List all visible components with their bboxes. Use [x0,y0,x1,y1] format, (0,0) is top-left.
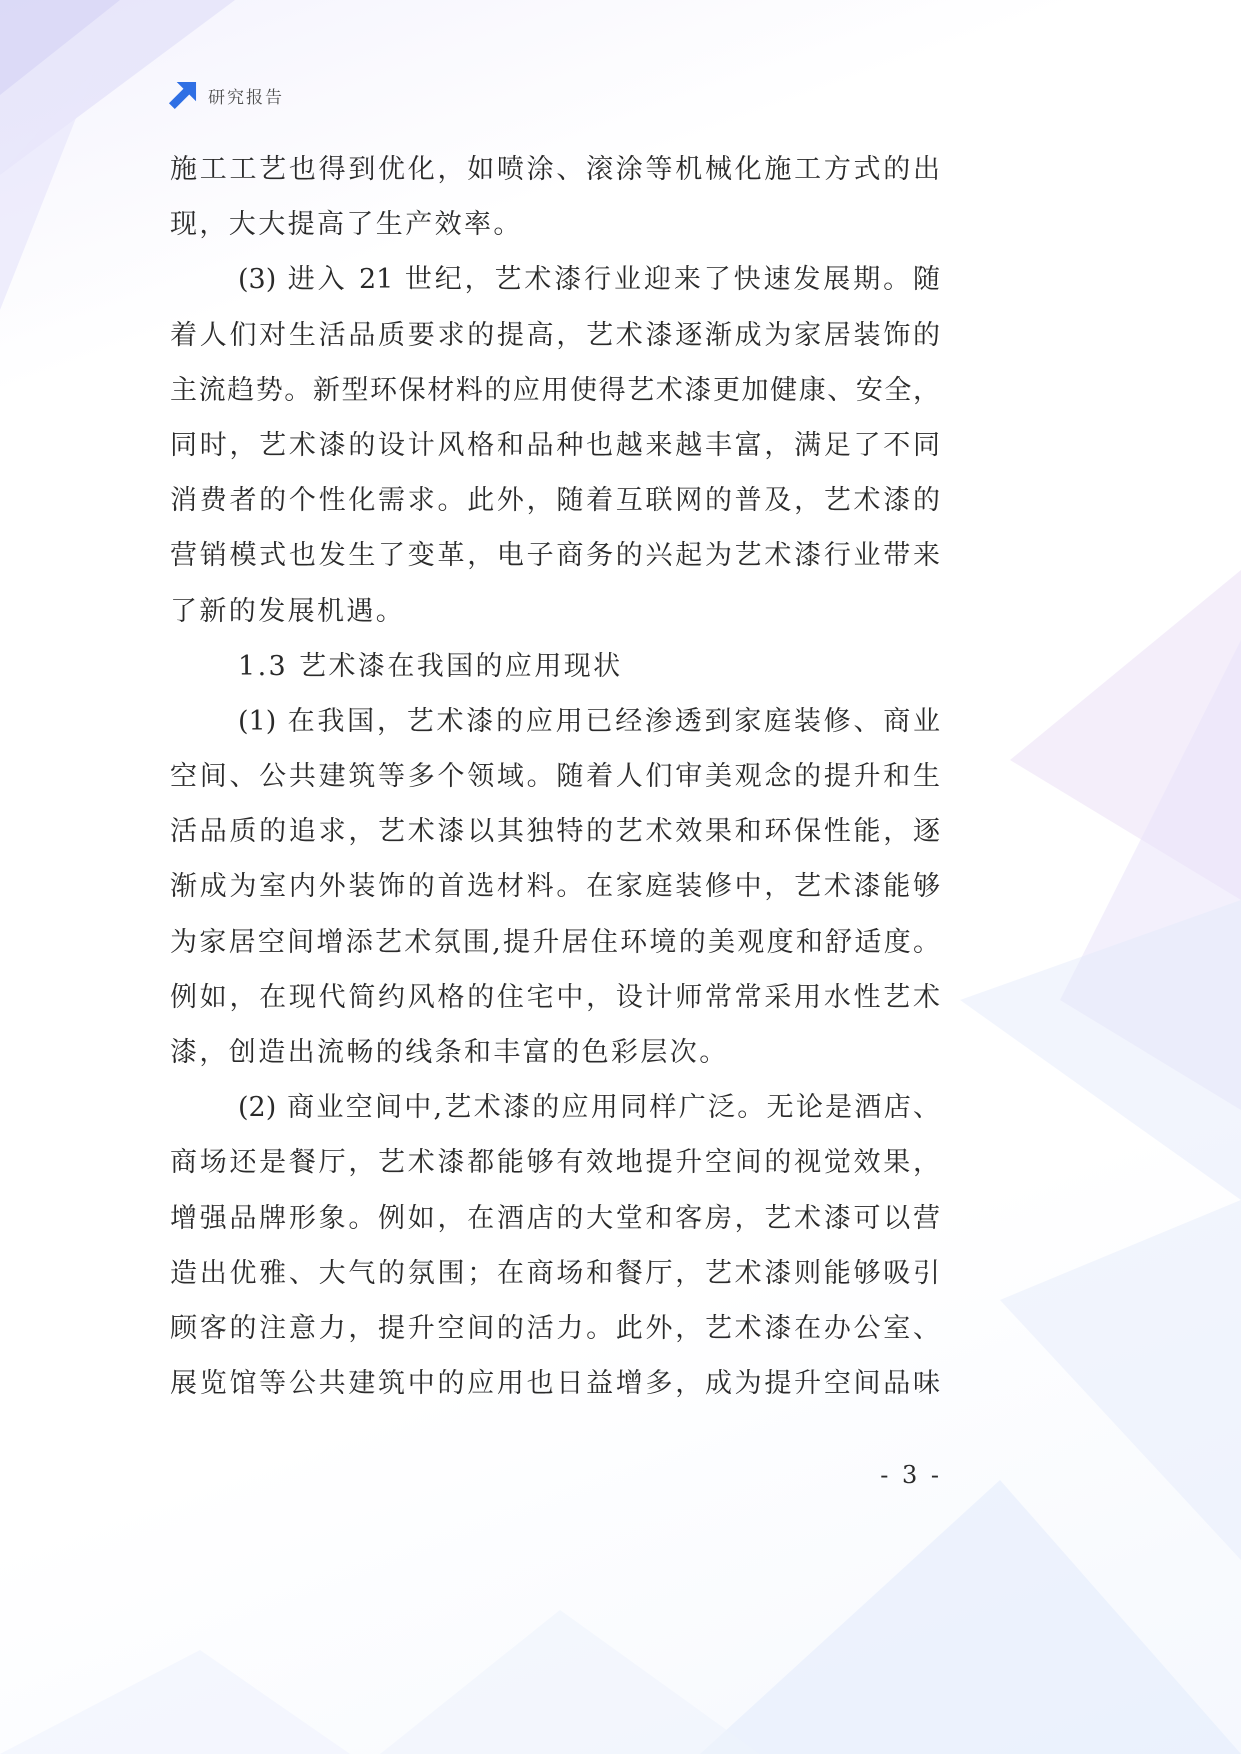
text-line: 现，大大提高了生产效率。 [170,209,523,241]
paragraph [170,252,940,638]
text-line: 着人们对生活品质要求的提高，艺术漆逐渐成为家居装饰的 [170,319,940,351]
text-line: (2) 商业空间中,艺术漆的应用同样广泛。无论是酒店、 [238,1092,940,1124]
text-line: 展览馆等公共建筑中的应用也日益增多，成为提升空间品味 [170,1368,940,1400]
text-line: (1) 在我国，艺术漆的应用已经渗透到家庭装修、商业 [238,705,940,737]
text-line: 渐成为室内外装饰的首选材料。在家庭装修中，艺术漆能够 [170,871,940,903]
section-heading: 1.3 艺术漆在我国的应用现状 [238,650,623,682]
document-body [170,142,940,1411]
text-line: 施工工艺也得到优化，如喷涂、滚涂等机械化施工方式的出 [170,154,940,185]
page-number: - 3 - [880,1461,942,1489]
text-line: 增强品牌形象。例如，在酒店的大堂和客房，艺术漆可以营 [170,1202,940,1234]
text-line: 例如，在现代简约风格的住宅中，设计师常常采用水性艺术 [170,981,940,1013]
text-line: 商场还是餐厅，艺术漆都能够有效地提升空间的视觉效果， [170,1147,940,1179]
text-line: 漆，创造出流畅的线条和丰富的色彩层次。 [170,1037,729,1068]
text-line: 为家居空间增添艺术氛围,提升居住环境的美观度和舒适度。 [170,926,940,958]
arrow-up-right-icon [168,81,197,110]
text-line: 顾客的注意力，提升空间的活力。此外，艺术漆在办公室、 [170,1312,940,1344]
paragraph [170,142,940,252]
text-line: 营销模式也发生了变革，电子商务的兴起为艺术漆行业带来 [170,540,940,572]
text-line: 主流趋势。新型环保材料的应用使得艺术漆更加健康、安全， [170,374,940,406]
paragraph [170,1080,940,1411]
text-line: (3) 进入 21 世纪，艺术漆行业迎来了快速发展期。随 [238,264,940,296]
header-title: 研究报告 [208,87,284,108]
text-line: 空间、公共建筑等多个领域。随着人们审美观念的提升和生 [170,761,940,793]
text-line: 了新的发展机遇。 [170,595,406,627]
text-line: 活品质的追求，艺术漆以其独特的艺术效果和环保性能，逐 [170,816,940,848]
paragraph [170,694,940,1080]
text-line: 同时，艺术漆的设计风格和品种也越来越丰富，满足了不同 [170,429,940,461]
text-line: 造出优雅、大气的氛围；在商场和餐厅，艺术漆则能够吸引 [170,1257,940,1289]
report-header [168,80,284,110]
text-line: 消费者的个性化需求。此外，随着互联网的普及，艺术漆的 [170,485,940,517]
